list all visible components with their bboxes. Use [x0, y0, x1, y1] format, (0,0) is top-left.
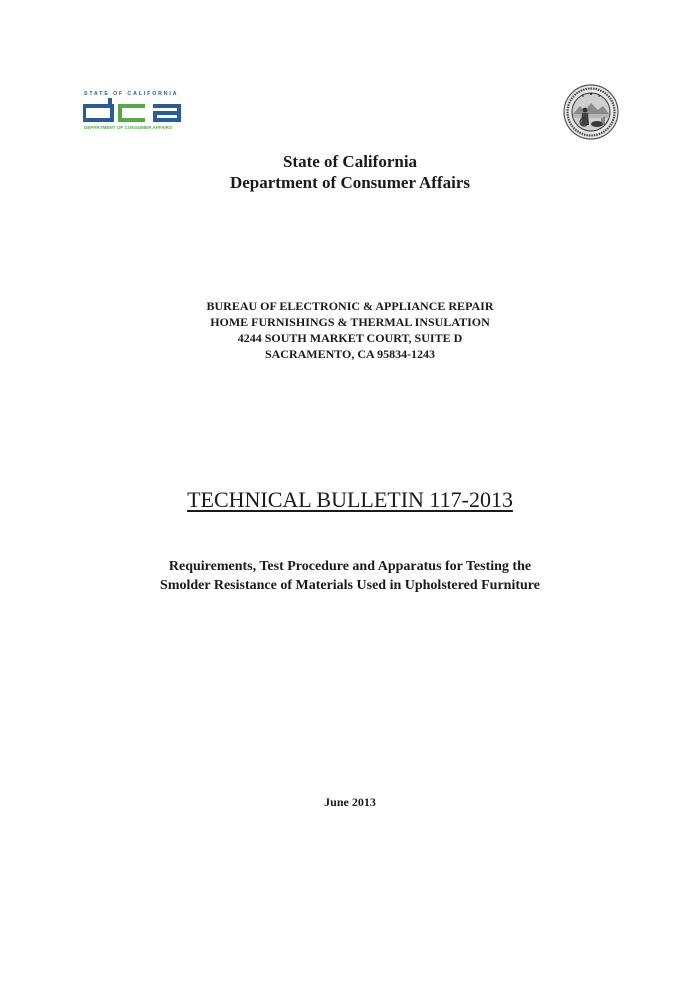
bureau-line-name: BUREAU OF ELECTRONIC & APPLIANCE REPAIR: [206, 299, 494, 313]
subtitle-line-1: Requirements, Test Procedure and Apparatus for Testing the: [168, 559, 532, 574]
bureau-address: [0, 298, 700, 362]
great-seal-of-california-icon: [563, 84, 619, 140]
logo-bottom-text: DEPARTMENT OF CONSUMER AFFAIRS: [84, 125, 173, 130]
logo-letter-c: [120, 106, 145, 120]
logo-letter-d: [84, 98, 112, 120]
bureau-line-street: 4244 SOUTH MARKET COURT, SUITE D: [237, 331, 463, 345]
document-title-block: [0, 486, 700, 514]
document-subtitle: [0, 557, 700, 595]
bureau-line-city: SACRAMENTO, CA 95834-1243: [264, 347, 436, 361]
state-name: State of California: [282, 152, 418, 171]
publication-date: June 2013: [324, 795, 376, 809]
bureau-line-division: HOME FURNISHINGS & THERMAL INSULATION: [210, 315, 490, 329]
department-name: Department of Consumer Affairs: [229, 173, 470, 192]
document-title: TECHNICAL BULLETIN 117-2013: [187, 487, 513, 512]
logo-letter-a: [153, 106, 179, 120]
dca-logo: [83, 89, 191, 131]
logo-top-text: STATE OF CALIFORNIA: [84, 91, 179, 97]
subtitle-line-2: Smolder Resistance of Materials Used in Upholstered Furniture: [160, 578, 540, 593]
dca-logo-graphic: [83, 89, 191, 131]
